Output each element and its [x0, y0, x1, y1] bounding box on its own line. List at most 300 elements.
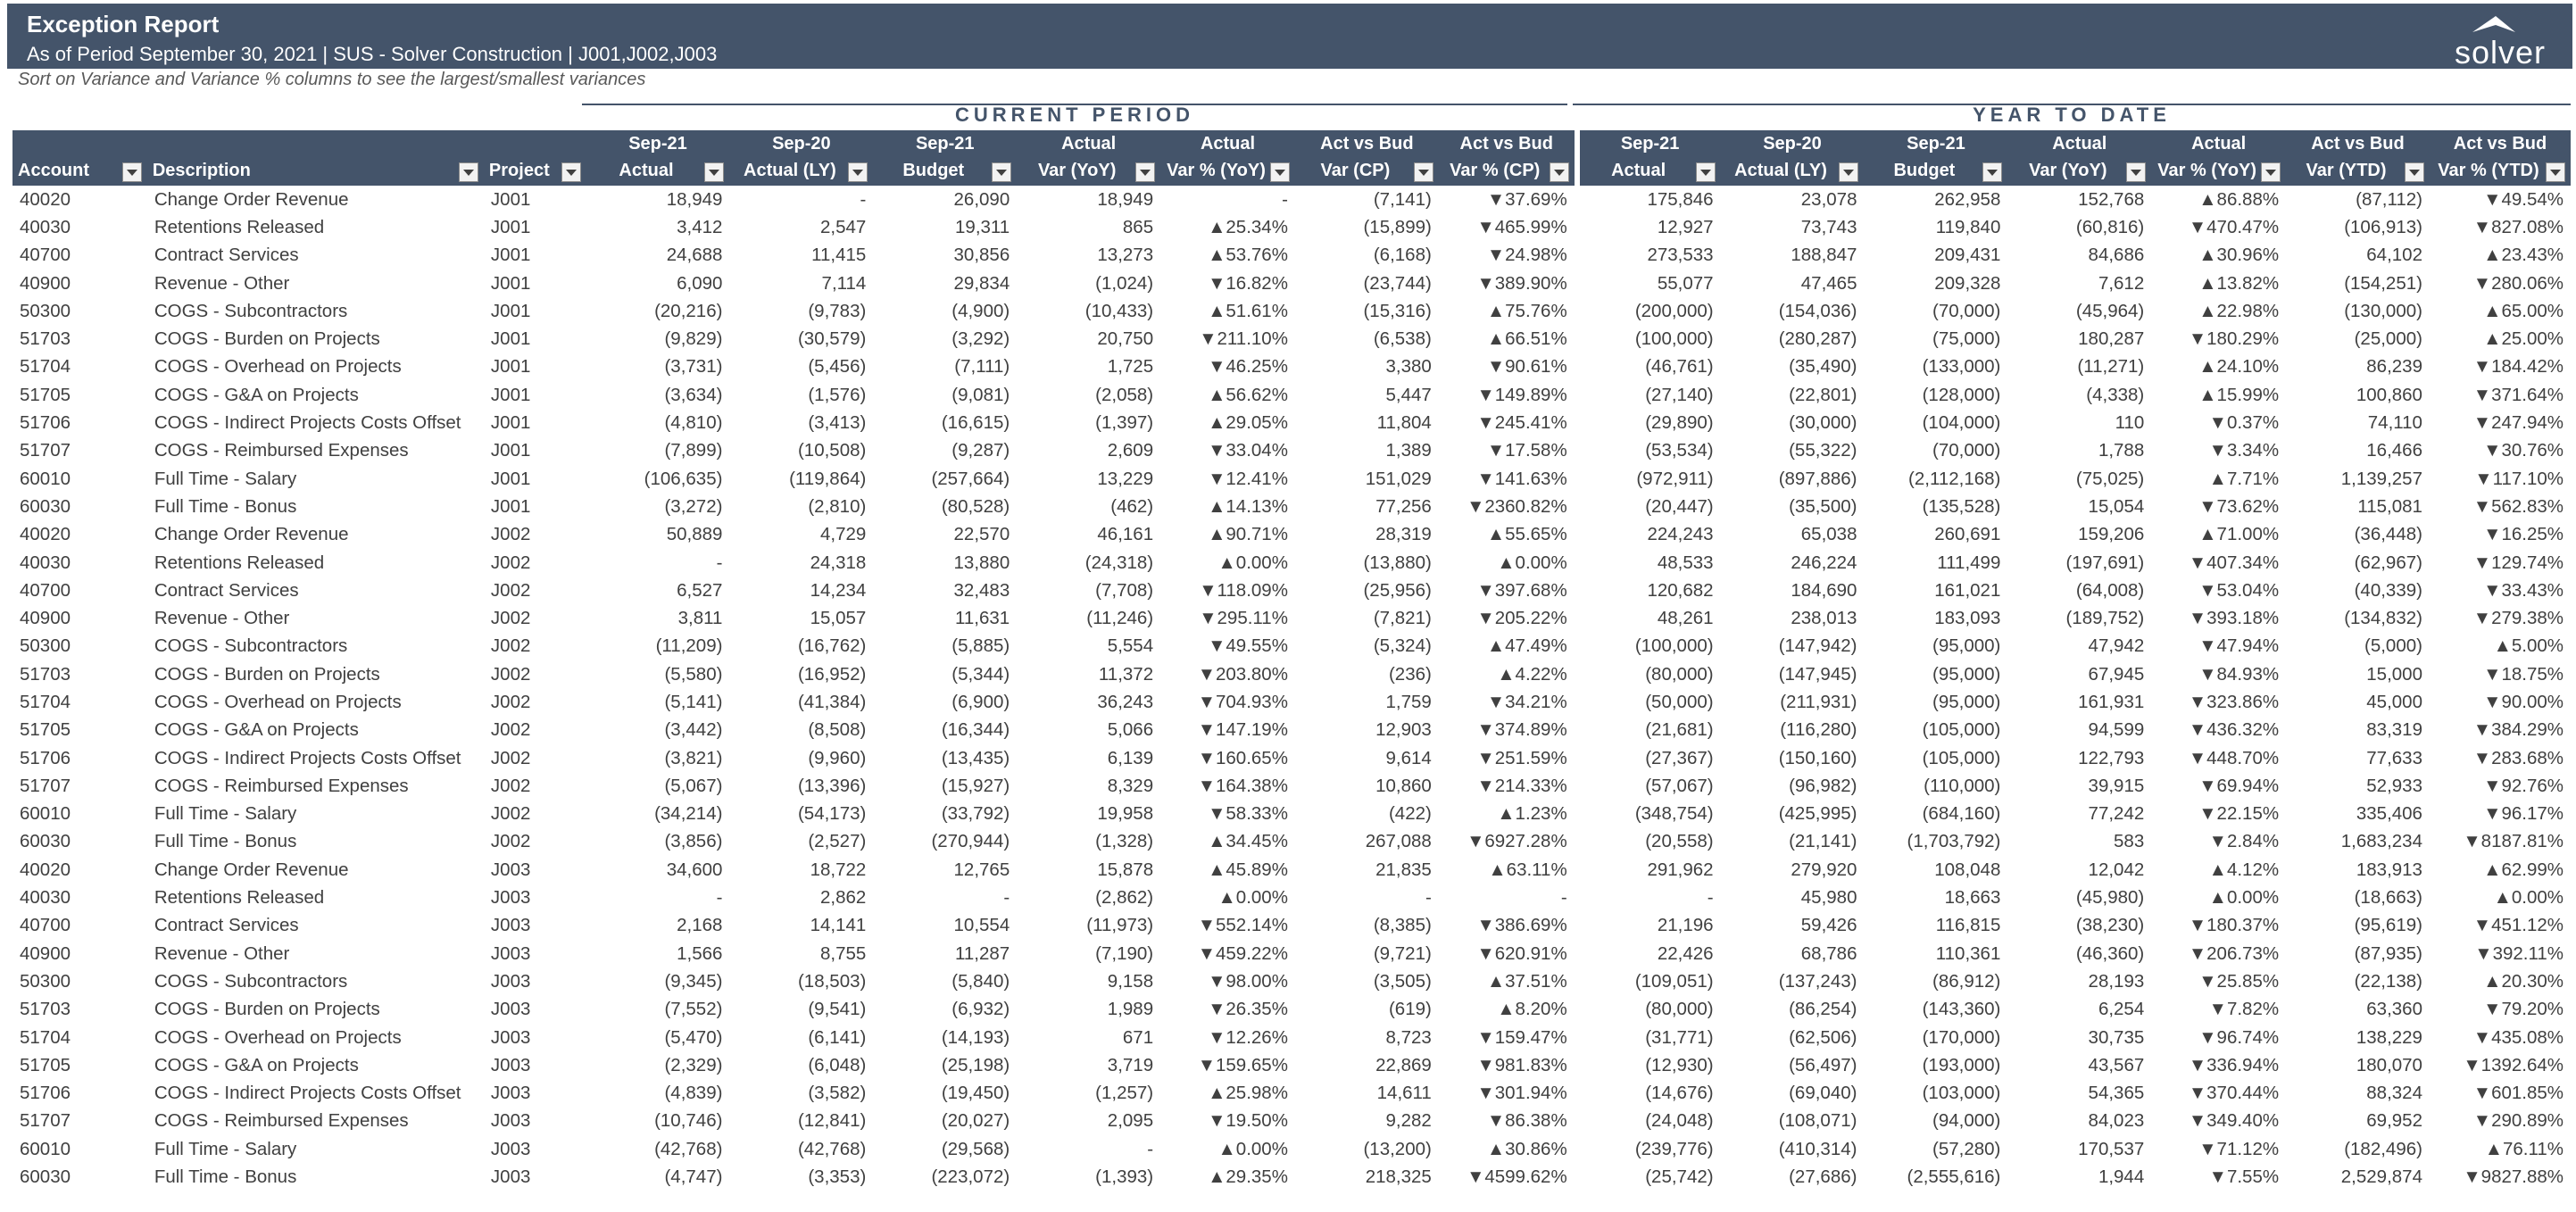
table-cell: ▲0.00% — [2208, 887, 2280, 909]
table-cell: (5,324) — [1373, 635, 1432, 657]
table-cell: 1,725 — [1107, 356, 1154, 378]
table-row — [12, 437, 2571, 465]
table-cell: 51705 — [20, 1054, 71, 1075]
column-header-line1: Sep-20 — [772, 134, 831, 154]
table-cell: 22,570 — [953, 524, 1010, 545]
column-header-line1: Act vs Bud — [1459, 134, 1553, 154]
table-cell: 183,913 — [2356, 859, 2422, 880]
table-cell: (6,538) — [1373, 328, 1432, 350]
table-cell: 184,690 — [1791, 579, 1857, 601]
table-cell: (7,141) — [1373, 188, 1432, 210]
table-cell: (13,435) — [941, 747, 1010, 768]
table-cell: 18,949 — [1097, 188, 1154, 210]
table-cell: (193,000) — [1922, 1054, 2001, 1075]
table-cell: COGS - Burden on Projects — [154, 328, 380, 350]
table-cell: ▼459.22% — [1197, 942, 1288, 964]
filter-dropdown-icon[interactable] — [459, 162, 478, 182]
table-cell: (94,000) — [1932, 1110, 2001, 1132]
table-row — [12, 633, 2571, 660]
table-cell: (3,353) — [808, 1166, 867, 1188]
table-cell: (8,385) — [1373, 915, 1432, 936]
table-cell: 40700 — [20, 245, 71, 266]
table-cell: 262,958 — [1934, 188, 2001, 210]
table-cell: 15,878 — [1097, 859, 1154, 880]
table-cell: ▼407.34% — [2188, 552, 2280, 573]
table-row — [12, 577, 2571, 604]
filter-dropdown-icon[interactable] — [1135, 162, 1155, 182]
table-cell: (7,111) — [954, 356, 1010, 378]
table-cell: 260,691 — [1934, 524, 2001, 545]
table-cell: (53,534) — [1577, 437, 1721, 465]
table-cell: (5,456) — [808, 356, 867, 378]
table-cell: (75,000) — [1932, 328, 2001, 350]
filter-dropdown-icon[interactable] — [1982, 162, 2002, 182]
table-cell: 183,093 — [1934, 608, 2001, 629]
table-cell: ▲47.49% — [1486, 635, 1567, 657]
table-cell: (27,367) — [1577, 744, 1721, 772]
table-cell: (5,000) — [2364, 635, 2422, 657]
table-cell: ▼435.08% — [2472, 1026, 2564, 1048]
table-cell: (20,216) — [654, 300, 723, 321]
table-cell: ▼386.69% — [1476, 915, 1567, 936]
table-cell: (62,967) — [2354, 552, 2422, 573]
table-cell: ▼323.86% — [2188, 691, 2280, 712]
table-cell: (55,322) — [1789, 440, 1857, 461]
table-cell: 29,834 — [953, 272, 1010, 294]
table-cell: ▼4599.62% — [1467, 1166, 1567, 1188]
table-cell: ▲0.00% — [1217, 1138, 1288, 1159]
table-cell: (5,067) — [664, 775, 723, 796]
table-cell: (7,821) — [1373, 608, 1432, 629]
table-cell: 1,683,234 — [2340, 831, 2422, 852]
filter-dropdown-icon[interactable] — [561, 162, 581, 182]
table-cell: ▲4.12% — [2208, 859, 2280, 880]
table-cell: 46,161 — [1097, 524, 1154, 545]
table-cell: ▲0.00% — [1217, 887, 1288, 909]
table-cell: 3,380 — [1385, 356, 1432, 378]
table-cell: (462) — [1110, 495, 1154, 517]
table-cell: (15,316) — [1363, 300, 1432, 321]
table-cell: (270,944) — [931, 831, 1010, 852]
table-cell: ▼46.25% — [1208, 356, 1288, 378]
table-cell: ▼245.41% — [1476, 412, 1567, 434]
table-cell: ▲55.65% — [1486, 524, 1567, 545]
table-cell: 1,389 — [1385, 440, 1432, 461]
table-cell: 335,406 — [2356, 803, 2422, 825]
table-cell: (75,025) — [2075, 468, 2145, 489]
table-cell: (42,768) — [797, 1138, 867, 1159]
table-cell: (3,292) — [951, 328, 1010, 350]
table-cell: 152,768 — [2078, 188, 2145, 210]
table-cell: ▼206.73% — [2188, 942, 2280, 964]
filter-dropdown-icon[interactable] — [2261, 162, 2281, 182]
table-cell: 6,254 — [2098, 999, 2145, 1020]
table-row — [12, 967, 2571, 995]
table-cell: (135,528) — [1922, 495, 2001, 517]
table-cell: 2,862 — [820, 887, 867, 909]
table-cell: 6,139 — [1107, 747, 1154, 768]
table-cell: 11,287 — [955, 942, 1010, 964]
table-cell: (422) — [1388, 803, 1432, 825]
table-cell: (9,287) — [951, 440, 1010, 461]
table-cell: 8,329 — [1107, 775, 1154, 796]
column-header — [2151, 130, 2286, 186]
table-cell: ▼620.91% — [1476, 942, 1567, 964]
table-cell: (5,840) — [951, 970, 1010, 992]
table-cell: (46,761) — [1577, 353, 1721, 381]
table-cell: 188,847 — [1791, 245, 1857, 266]
table-cell: ▼73.62% — [2198, 495, 2280, 517]
filter-dropdown-icon[interactable] — [122, 162, 142, 182]
table-cell: ▼465.99% — [1476, 216, 1567, 237]
table-cell: 1,566 — [677, 942, 723, 964]
table-cell: ▼2.84% — [2208, 831, 2280, 852]
table-cell: (110,000) — [1924, 775, 2001, 796]
table-cell: 47,465 — [1800, 272, 1857, 294]
column-header-line2: Actual (LY) — [744, 161, 836, 180]
table-cell: (6,932) — [951, 999, 1010, 1020]
report-note: Sort on Variance and Variance % columns to see the largest/smallest variances — [18, 70, 646, 89]
table-row — [12, 660, 2571, 688]
table-cell: 108,048 — [1934, 859, 2001, 880]
table-cell: (7,190) — [1095, 942, 1154, 964]
column-header-line1: Act vs Bud — [1320, 134, 1414, 154]
table-row — [12, 297, 2571, 325]
table-cell: 21,196 — [1577, 912, 1721, 940]
filter-dropdown-icon[interactable] — [992, 162, 1011, 182]
table-cell: ▼448.70% — [2188, 747, 2280, 768]
table-cell: 67,945 — [2088, 663, 2145, 685]
table-cell: (5,885) — [951, 635, 1010, 657]
filter-dropdown-icon[interactable] — [2126, 162, 2146, 182]
table-cell: (9,721) — [1373, 942, 1432, 964]
table-cell: 2,547 — [820, 216, 867, 237]
column-header-line2: Var (YTD) — [2306, 161, 2387, 180]
table-cell: (3,413) — [808, 412, 867, 434]
table-cell: (116,280) — [1780, 719, 1857, 741]
filter-dropdown-icon[interactable] — [2546, 162, 2565, 182]
table-cell: (6,141) — [808, 1026, 867, 1048]
table-cell: 50,889 — [666, 524, 723, 545]
table-cell: (100,000) — [1577, 633, 1721, 660]
column-header — [1017, 130, 1160, 186]
table-cell: 69,952 — [2366, 1110, 2422, 1132]
table-cell: ▲20.30% — [2483, 970, 2564, 992]
table-cell: 74,110 — [2367, 412, 2422, 434]
table-cell: 94,599 — [2088, 719, 2145, 741]
table-cell: ▼451.12% — [2472, 915, 2564, 936]
column-header-line1: Sep-21 — [915, 134, 975, 154]
table-cell: 2,095 — [1107, 1110, 1154, 1132]
table-cell: (3,505) — [1373, 970, 1432, 992]
table-cell: (46,360) — [2075, 942, 2145, 964]
table-cell: ▲29.05% — [1208, 412, 1288, 434]
table-row — [12, 270, 2571, 297]
table-cell: (29,568) — [941, 1138, 1010, 1159]
table-cell: J002 — [490, 747, 531, 768]
table-cell: 110 — [2115, 412, 2145, 434]
table-cell: 159,206 — [2078, 524, 2145, 545]
table-cell: ▼214.33% — [1476, 775, 1567, 796]
table-cell: (4,747) — [664, 1166, 723, 1188]
column-header — [1864, 130, 2007, 186]
table-cell: ▲25.34% — [1208, 216, 1288, 237]
table-cell: ▼34.21% — [1486, 691, 1567, 712]
table-cell: 291,962 — [1577, 856, 1721, 884]
table-cell: J001 — [490, 216, 531, 237]
table-cell: - — [1425, 887, 1432, 909]
table-cell: 122,793 — [2078, 747, 2145, 768]
table-row — [12, 828, 2571, 856]
table-cell: (62,506) — [1789, 1026, 1857, 1048]
table-cell: (6,048) — [808, 1054, 867, 1075]
table-cell: ▼392.11% — [2474, 942, 2564, 964]
table-cell: (147,945) — [1778, 663, 1857, 685]
table-cell: ▼164.38% — [1197, 775, 1288, 796]
filter-dropdown-icon[interactable] — [1270, 162, 1290, 182]
table-cell: 51707 — [20, 1110, 71, 1132]
table-cell: ▲71.00% — [2198, 524, 2280, 545]
table-row — [12, 242, 2571, 270]
table-cell: ▲7.71% — [2208, 468, 2280, 489]
table-cell: (21,141) — [1789, 831, 1857, 852]
column-header — [729, 130, 873, 186]
table-cell: 279,920 — [1791, 859, 1857, 880]
table-cell: 28,193 — [2088, 970, 2145, 992]
table-cell: (4,900) — [951, 300, 1010, 321]
table-cell: ▼79.20% — [2483, 999, 2564, 1020]
table-cell: J002 — [490, 719, 531, 741]
table-cell: (7,552) — [664, 999, 723, 1020]
table-cell: 583 — [2114, 831, 2145, 852]
table-cell: COGS - Indirect Projects Costs Offset — [154, 1083, 461, 1104]
table-cell: (897,886) — [1778, 468, 1857, 489]
table-cell: 9,614 — [1385, 747, 1432, 768]
filter-dropdown-icon[interactable] — [1550, 162, 1569, 182]
table-cell: (11,271) — [2077, 356, 2145, 378]
table-cell: J002 — [490, 608, 531, 629]
table-cell: (3,582) — [808, 1083, 867, 1104]
table-cell: (5,580) — [664, 663, 723, 685]
table-cell: (4,839) — [664, 1083, 723, 1104]
table-cell: (2,112,168) — [1908, 468, 2001, 489]
table-cell: ▼205.22% — [1476, 608, 1567, 629]
table-cell: 12,765 — [953, 859, 1010, 880]
table-cell: 63,360 — [2366, 999, 2422, 1020]
table-cell: ▲4.22% — [1497, 663, 1567, 685]
table-cell: ▼180.29% — [2188, 328, 2280, 350]
table-cell: ▼33.43% — [2483, 579, 2564, 601]
table-cell: Full Time - Salary — [154, 1138, 297, 1159]
table-cell: Retentions Released — [154, 216, 325, 237]
column-header — [586, 130, 730, 186]
table-cell: ▼96.17% — [2483, 803, 2564, 825]
table-cell: 40900 — [20, 942, 71, 964]
table-cell: 28,319 — [1375, 524, 1432, 545]
table-cell: 175,846 — [1577, 186, 1721, 213]
table-row — [12, 186, 2571, 213]
table-cell: (3,442) — [664, 719, 723, 741]
table-cell: COGS - G&A on Projects — [154, 1054, 359, 1075]
table-cell: ▼704.93% — [1197, 691, 1288, 712]
column-header-line1 — [153, 130, 478, 157]
table-cell: 267,088 — [1365, 831, 1432, 852]
table-cell: J001 — [490, 328, 531, 350]
table-cell: 18,949 — [666, 188, 723, 210]
table-cell: 84,686 — [2088, 245, 2145, 266]
table-cell: 51703 — [20, 999, 71, 1020]
table-cell: 40700 — [20, 915, 71, 936]
table-cell: (16,615) — [941, 412, 1010, 434]
table-cell: ▲86.88% — [2198, 188, 2280, 210]
table-cell: (45,980) — [2075, 887, 2145, 909]
table-cell: J001 — [490, 384, 531, 405]
table-cell: ▼301.94% — [1476, 1083, 1567, 1104]
table-cell: COGS - Subcontractors — [154, 300, 348, 321]
table-cell: 161,021 — [1934, 579, 2001, 601]
table-cell: 14,141 — [810, 915, 867, 936]
table-row — [12, 381, 2571, 409]
table-cell: (684,160) — [1922, 803, 2001, 825]
table-cell: (18,503) — [797, 970, 867, 992]
table-cell: (18,663) — [2354, 887, 2422, 909]
table-cell: (6,168) — [1373, 245, 1432, 266]
table-cell: (11,209) — [655, 635, 723, 657]
table-cell: 51704 — [20, 691, 71, 712]
table-cell: 14,611 — [1376, 1083, 1432, 1104]
table-cell: 55,077 — [1577, 270, 1721, 297]
table-cell: (2,058) — [1095, 384, 1154, 405]
table-cell: 24,318 — [810, 552, 867, 573]
table-cell: ▼981.83% — [1476, 1054, 1567, 1075]
table-cell: 51706 — [20, 747, 71, 768]
table-cell: ▲5.00% — [2493, 635, 2564, 657]
table-cell: ▼371.64% — [2472, 384, 2564, 405]
table-cell: (14,193) — [941, 1026, 1010, 1048]
table-cell: ▼393.18% — [2188, 608, 2280, 629]
table-cell: ▼49.54% — [2483, 188, 2564, 210]
table-cell: (3,634) — [664, 384, 723, 405]
table-cell: J001 — [490, 495, 531, 517]
column-header-line2: Var % (YoY) — [2157, 161, 2257, 180]
table-cell: Full Time - Bonus — [154, 831, 297, 852]
table-body — [12, 186, 2571, 1191]
table-cell: 5,554 — [1107, 635, 1154, 657]
table-cell: ▼149.89% — [1476, 384, 1567, 405]
table-cell: ▼90.00% — [2483, 691, 2564, 712]
table-cell: (7,708) — [1095, 579, 1154, 601]
table-cell: ▼283.68% — [2472, 747, 2564, 768]
table-cell: COGS - Reimbursed Expenses — [154, 1110, 409, 1132]
table-cell: ▼90.61% — [1486, 356, 1567, 378]
table-cell: J001 — [490, 356, 531, 378]
table-cell: (14,676) — [1577, 1080, 1721, 1108]
table-cell: (5,141) — [664, 691, 723, 712]
table-cell: 51706 — [20, 412, 71, 434]
table-cell: (154,036) — [1778, 300, 1857, 321]
table-cell: 13,229 — [1097, 468, 1154, 489]
table-cell: (9,081) — [951, 384, 1010, 405]
table-cell: 40030 — [20, 887, 71, 909]
table-cell: 1,989 — [1107, 999, 1154, 1020]
column-header-line2: Var (CP) — [1320, 161, 1391, 180]
column-header — [873, 130, 1017, 186]
table-cell: (80,528) — [941, 495, 1010, 517]
table-cell: (239,776) — [1577, 1135, 1721, 1163]
table-cell: 60030 — [20, 495, 71, 517]
table-cell: - — [1003, 887, 1010, 909]
table-cell: 40020 — [20, 524, 71, 545]
table-cell: J003 — [490, 915, 531, 936]
table-cell: 39,915 — [2088, 775, 2145, 796]
table-cell: (147,942) — [1778, 635, 1857, 657]
filter-dropdown-icon[interactable] — [1696, 162, 1716, 182]
table-cell: (197,691) — [2065, 552, 2145, 573]
filter-dropdown-icon[interactable] — [1414, 162, 1433, 182]
table-cell: (9,829) — [664, 328, 723, 350]
table-cell: 54,365 — [2088, 1083, 2145, 1104]
table-cell: ▲30.86% — [1486, 1138, 1567, 1159]
table-cell: COGS - Indirect Projects Costs Offset — [154, 412, 461, 434]
column-header — [2286, 130, 2430, 186]
table-cell: 86,239 — [2366, 356, 2422, 378]
table-cell: 120,682 — [1577, 577, 1721, 604]
table-cell: (20,027) — [941, 1110, 1010, 1132]
filter-dropdown-icon[interactable] — [1839, 162, 1858, 182]
table-cell: (2,810) — [808, 495, 867, 517]
table-cell: 6,090 — [677, 272, 723, 294]
table-cell: 45,980 — [1800, 887, 1857, 909]
table-cell: 116,815 — [1935, 915, 2001, 936]
table-cell: COGS - Overhead on Projects — [154, 691, 402, 712]
filter-dropdown-icon[interactable] — [704, 162, 724, 182]
table-cell: 4,729 — [820, 524, 867, 545]
table-cell: ▼2360.82% — [1467, 495, 1567, 517]
solver-logo — [2439, 14, 2546, 71]
table-cell: (223,072) — [931, 1166, 1010, 1188]
filter-dropdown-icon[interactable] — [848, 162, 868, 182]
table-cell: (1,397) — [1095, 412, 1154, 434]
filter-dropdown-icon[interactable] — [2405, 162, 2424, 182]
table-cell: (2,329) — [664, 1054, 723, 1075]
table-cell: 1,944 — [2098, 1166, 2145, 1188]
table-cell: ▲8.20% — [1497, 999, 1567, 1020]
table-cell: ▼17.58% — [1486, 440, 1567, 461]
table-cell: 36,243 — [1097, 691, 1154, 712]
table-cell: ▲53.76% — [1208, 245, 1288, 266]
table-row — [12, 353, 2571, 381]
table-cell: 84,023 — [2088, 1110, 2145, 1132]
table-cell: ▼9827.88% — [2463, 1166, 2564, 1188]
table-cell: Revenue - Other — [154, 608, 290, 629]
table-cell: (30,579) — [797, 328, 867, 350]
table-cell: 138,229 — [2356, 1026, 2422, 1048]
table-cell: 40900 — [20, 608, 71, 629]
table-cell: (87,112) — [2356, 188, 2422, 210]
table-row — [12, 409, 2571, 436]
table-cell: COGS - Reimbursed Expenses — [154, 775, 409, 796]
table-cell: 18,663 — [1944, 887, 2001, 909]
table-cell: (16,952) — [797, 663, 867, 685]
table-row — [12, 325, 2571, 353]
table-cell: ▼22.15% — [2198, 803, 2280, 825]
table-cell: J002 — [490, 635, 531, 657]
table-row — [12, 1163, 2571, 1191]
logo-mark-icon — [2469, 14, 2519, 34]
table-cell: (119,864) — [789, 468, 867, 489]
table-cell: Full Time - Salary — [154, 803, 297, 825]
table-cell: (50,000) — [1577, 688, 1721, 716]
